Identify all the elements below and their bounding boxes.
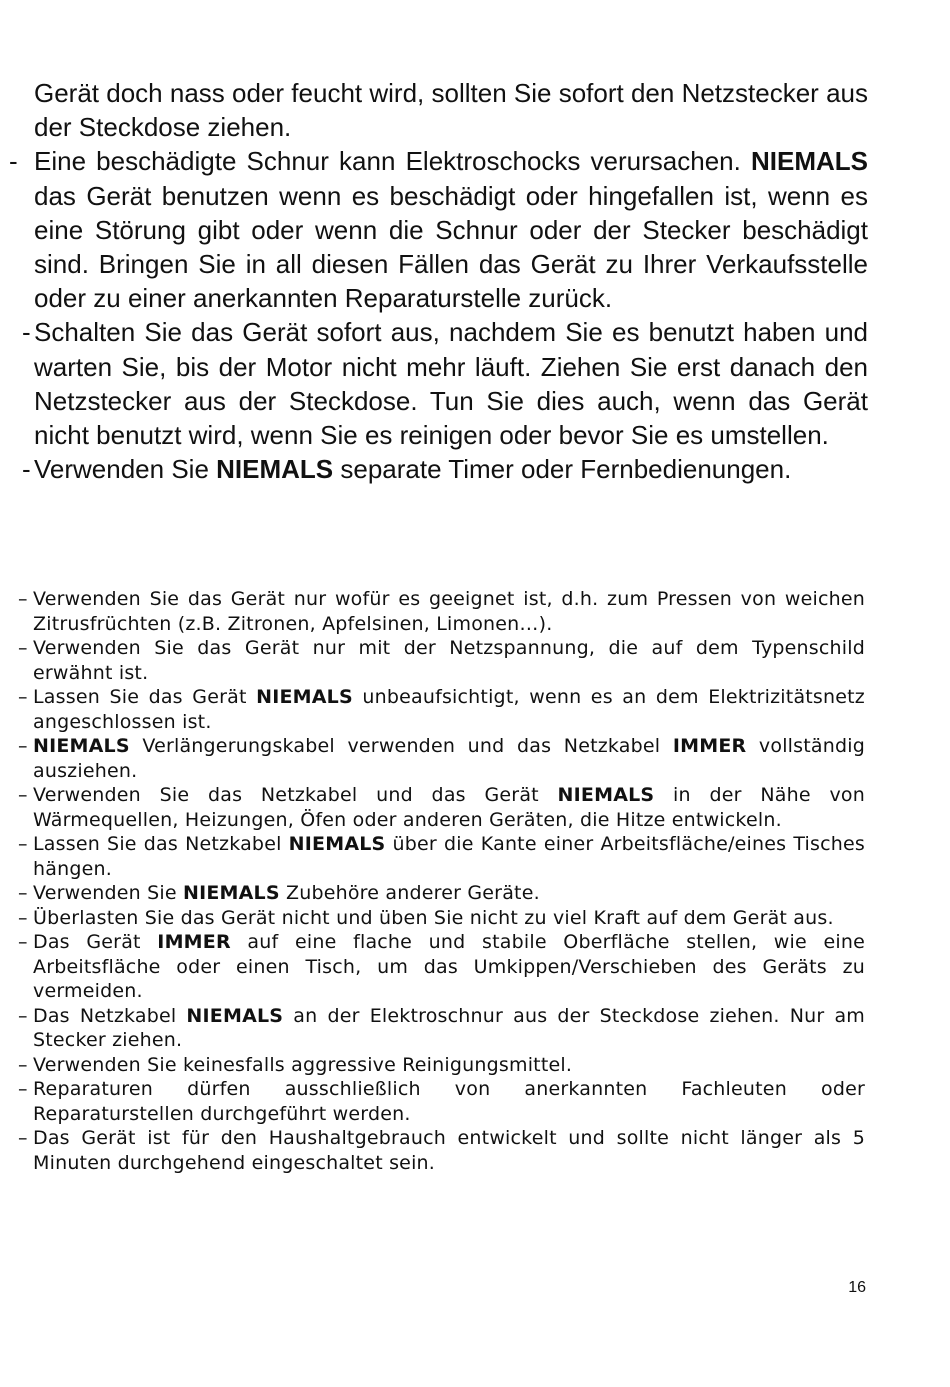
safety-instructions-list bbox=[0, 587, 950, 1175]
list-item bbox=[0, 734, 865, 783]
top-item-2 bbox=[0, 315, 868, 452]
top-item-0 bbox=[0, 76, 868, 144]
list-item bbox=[0, 881, 865, 906]
bullet-dash: – bbox=[18, 784, 28, 806]
bullet-dash: – bbox=[18, 833, 28, 855]
list-item bbox=[0, 587, 865, 636]
page-number: 16 bbox=[848, 1279, 866, 1296]
list-item-text: in der Nähe von Wärmequellen, Heizungen, Öfen oder anderen Geräten, die Hitze entwickeln. bbox=[33, 784, 865, 831]
bullet-dash: – bbox=[18, 882, 28, 904]
bullet-dash: – bbox=[18, 588, 28, 610]
top-item-text: Verwenden Sie bbox=[34, 454, 217, 485]
top-item-dash: - bbox=[22, 454, 31, 485]
bullet-dash: – bbox=[18, 931, 28, 953]
emphasis-text: IMMER bbox=[157, 931, 231, 953]
emphasis-text: NIEMALS bbox=[288, 833, 386, 855]
list-item-text: Das Netzkabel bbox=[33, 1004, 187, 1027]
list-item-text: Überlasten Sie das Gerät nicht und üben Sie nicht zu viel Kraft auf dem Gerät aus. bbox=[33, 906, 834, 929]
emphasis-text: NIEMALS bbox=[33, 735, 130, 757]
list-item-text: auf eine flache und stabile Oberfläche stellen, wie eine Arbeitsfläche oder einen Tisch, um das Umkippen/Verschieben des Geräts zu vermeiden. bbox=[33, 931, 865, 1002]
list-item bbox=[0, 783, 865, 832]
emphasis-text: NIEMALS bbox=[256, 686, 353, 708]
top-item-text: Schalten Sie das Gerät sofort aus, nachdem Sie es benutzt haben und warten Sie, bis der Motor nicht mehr läuft. Ziehen Sie erst danach den Netzstecker aus der Steckdose. Tun Sie dies auch, wenn das Gerät nicht benutzt wird, wenn Sie es reinigen oder bevor Sie es umstellen. bbox=[34, 317, 868, 451]
list-item bbox=[0, 1004, 865, 1053]
list-item-text: über die Kante einer Arbeitsfläche/eines Tisches hängen. bbox=[33, 833, 865, 880]
list-item bbox=[0, 1126, 865, 1175]
top-item-text: Eine beschädigte Schnur kann Elektroschocks verursachen. bbox=[34, 146, 751, 177]
list-item-text: Zubehöre anderer Geräte. bbox=[279, 882, 540, 904]
emphasis-niemals: NIEMALS bbox=[751, 146, 868, 177]
top-item-text: das Gerät benutzen wenn es beschädigt oder hingefallen ist, wenn es eine Störung gibt oder wenn die Schnur oder der Stecker beschädigt sind. Bringen Sie in all diesen Fällen das Gerät zu Ihrer Verkaufsstelle oder zu einer anerkannten Reparaturstelle zurück. bbox=[34, 180, 868, 314]
bullet-dash: – bbox=[18, 686, 28, 708]
list-item-text: Verwenden Sie das Netzkabel und das Gerät bbox=[33, 784, 558, 806]
top-item-text: separate Timer oder Fernbedienungen. bbox=[333, 454, 792, 485]
bullet-dash: – bbox=[18, 906, 28, 929]
list-item-text: Verwenden Sie das Gerät nur wofür es geeignet ist, d.h. zum Pressen von weichen Zitrusfrüchten (z.B. Zitronen, Apfelsinen, Limonen…). bbox=[33, 588, 865, 635]
bullet-dash: – bbox=[18, 1053, 28, 1076]
emphasis-niemals: NIEMALS bbox=[216, 454, 334, 485]
emphasis-text: IMMER bbox=[672, 735, 747, 757]
emphasis-text: NIEMALS bbox=[186, 1004, 284, 1027]
bullet-dash: – bbox=[18, 1127, 28, 1149]
list-item bbox=[0, 832, 865, 881]
list-item-text: Lassen Sie das Gerät bbox=[33, 686, 257, 708]
list-item-text: Verlängerungskabel verwenden und das Netzkabel bbox=[129, 735, 673, 757]
emphasis-text: NIEMALS bbox=[183, 882, 280, 904]
list-item bbox=[0, 930, 865, 1004]
list-item-text: vollständig ausziehen. bbox=[33, 735, 865, 782]
list-item bbox=[0, 1053, 865, 1078]
list-item-text: unbeaufsichtigt, wenn es an dem Elektrizitätsnetz angeschlossen ist. bbox=[33, 686, 865, 733]
emphasis-text: NIEMALS bbox=[557, 784, 655, 806]
list-item bbox=[0, 906, 865, 931]
list-item-text: Verwenden Sie das Gerät nur mit der Netzspannung, die auf dem Typenschild erwähnt ist. bbox=[33, 637, 865, 684]
bullet-dash: – bbox=[18, 1078, 28, 1100]
bullet-dash: – bbox=[18, 735, 28, 757]
list-item bbox=[0, 1077, 865, 1126]
top-item-text: Gerät doch nass oder feucht wird, sollten Sie sofort den Netzstecker aus der Steckdose ziehen. bbox=[34, 78, 868, 143]
list-item-text: Das Gerät ist für den Haushaltgebrauch entwickelt und sollte nicht länger als 5 Minuten durchgehend eingeschaltet sein. bbox=[33, 1127, 865, 1174]
list-item-text: Verwenden Sie keinesfalls aggressive Reinigungsmittel. bbox=[33, 1053, 573, 1076]
list-item-text: Reparaturen dürfen ausschließlich von anerkannten Fachleuten oder Reparaturstellen durchgeführt werden. bbox=[33, 1078, 865, 1125]
bullet-dash: – bbox=[18, 1004, 28, 1027]
top-item-dash: - bbox=[22, 317, 31, 348]
list-item-text: an der Elektroschnur aus der Steckdose ziehen. Nur am Stecker ziehen. bbox=[33, 1004, 866, 1051]
bullet-dash: – bbox=[18, 637, 28, 659]
top-item-1 bbox=[0, 144, 868, 315]
list-item-text: Verwenden Sie bbox=[33, 882, 183, 904]
list-item-text: Lassen Sie das Netzkabel bbox=[33, 833, 289, 855]
top-item-dash: - bbox=[9, 146, 18, 177]
top-item-3 bbox=[0, 452, 868, 486]
list-item bbox=[0, 685, 865, 734]
top-safety-section bbox=[0, 76, 950, 486]
list-item-text: Das Gerät bbox=[33, 931, 158, 953]
list-item bbox=[0, 636, 865, 685]
